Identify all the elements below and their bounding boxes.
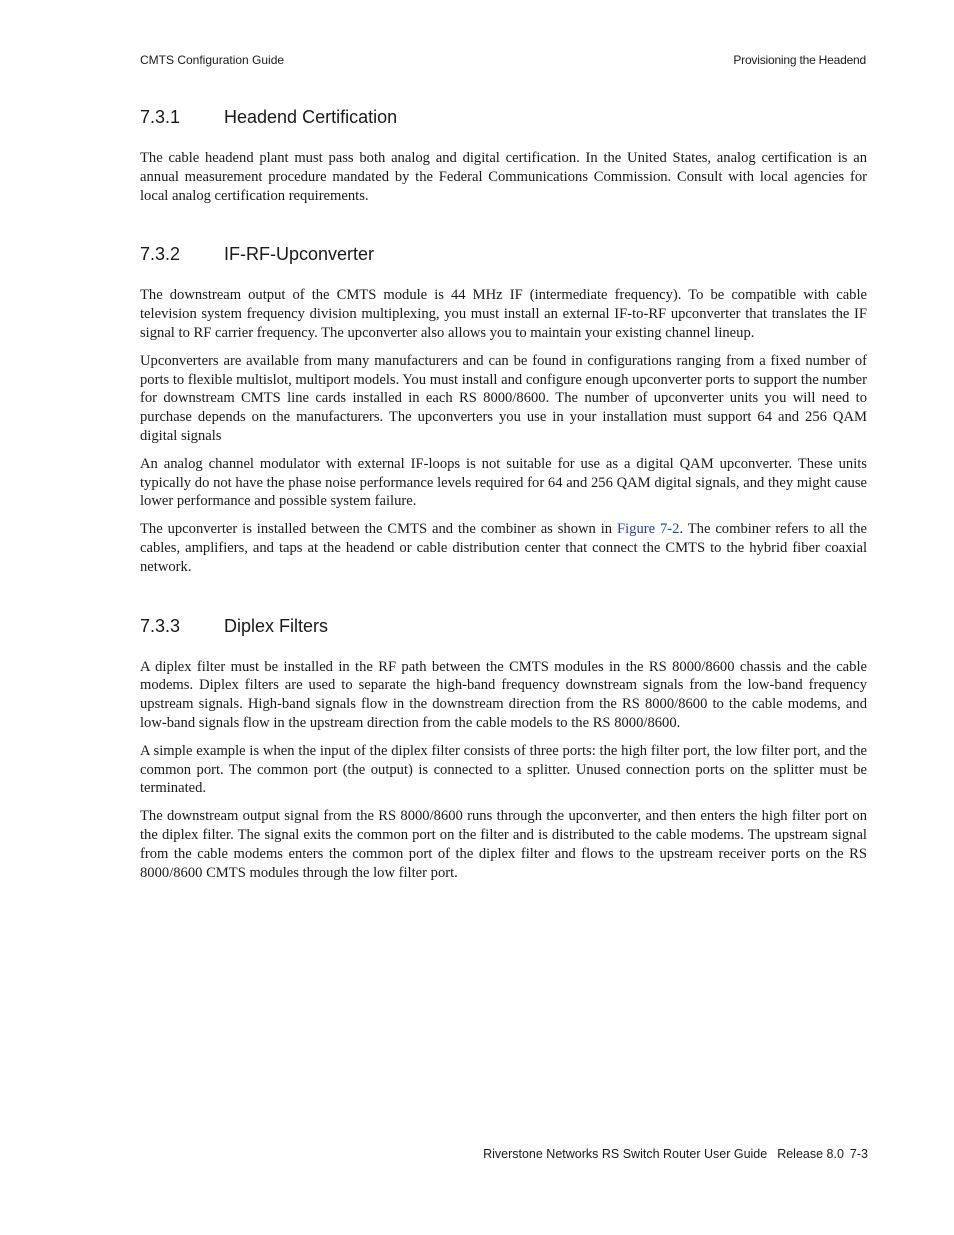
running-header <box>140 52 866 68</box>
page-number: 7-3 <box>849 1147 868 1161</box>
footer-book-title: Riverstone Networks RS Switch Router User Guide <box>483 1147 768 1161</box>
paragraph: An analog channel modulator with external IF-loops is not suitable for use as a digital QAM upconverter. These units typically do not have the phase noise performance levels required for 64 and 256 QAM digital signals, and they might cause lower performance and possible system failure. <box>140 455 867 510</box>
section-headend-certification <box>140 104 867 205</box>
header-chapter-title: Provisioning the Headend <box>733 53 866 67</box>
section-heading <box>140 613 867 639</box>
section-diplex-filters <box>140 613 867 883</box>
paragraph-text: The upconverter is installed between the CMTS and the combiner as shown in <box>140 521 617 538</box>
section-title: Diplex Filters <box>224 615 329 636</box>
section-heading <box>140 104 867 130</box>
header-guide-title: CMTS Configuration Guide <box>140 53 285 67</box>
footer-release: Release 8.0 <box>777 1147 844 1161</box>
paragraph: The cable headend plant must pass both analog and digital certification. In the United States, analog certification is an annual measurement procedure mandated by the Federal Communications Commission. Consult with local agencies for local analog certification requirements. <box>140 150 867 204</box>
paragraph: The downstream output signal from the RS 8000/8600 runs through the upconverter, and then enters the high filter port on the diplex filter. The signal exits the common port on the filter and is distributed to the cable modems. The upstream signal from the cable modems enters the common port of the diplex filter and flows to the upstream receiver ports on the RS 8000/8600 CMTS modules through the low filter port. <box>140 808 867 881</box>
paragraph: A simple example is when the input of the diplex filter consists of three ports: the high filter port, the low filter port, and the common port. The common port (the output) is connected to a splitter. Unused connection ports on the splitter must be terminated. <box>140 742 867 797</box>
paragraph: The downstream output of the CMTS module is 44 MHz IF (intermediate frequency). To be compatible with cable television system frequency division multiplexing, you must install an external IF-to-RF upconverter that translates the IF signal to RF carrier frequency. The upconverter also allows you to maintain your existing channel lineup. <box>140 287 867 341</box>
section-if-rf-upconverter <box>140 241 867 576</box>
paragraph-text: . The combiner refers to all the cables, amplifiers, and taps at the headend or cable distribution center that connect the CMTS to the hybrid fiber coaxial network. <box>140 521 867 575</box>
section-number: 7.3.3 <box>140 615 181 636</box>
running-footer <box>483 1145 868 1163</box>
paragraph: A diplex filter must be installed in the RF path between the CMTS modules in the RS 8000/8600 chassis and the cable modems. Diplex filters are used to separate the high-band frequency downstream signals from the low-band frequency upstream signals. High-band signals flow in the downstream direction from the RS 8000/8600 to the cable modems, and low-band signals flow in the upstream direction from the cable models to the RS 8000/8600. <box>140 658 867 731</box>
paragraph-with-figure-link <box>140 520 867 576</box>
section-number: 7.3.1 <box>140 107 181 127</box>
section-title: Headend Certification <box>224 107 398 127</box>
section-number: 7.3.2 <box>140 244 181 265</box>
section-heading <box>140 241 867 267</box>
section-title: IF-RF-Upconverter <box>224 244 375 265</box>
figure-7-2-link[interactable]: Figure 7-2 <box>617 521 680 538</box>
paragraph: Upconverters are available from many manufacturers and can be found in configurations ranging from a fixed number of ports to flexible multislot, multiport models. You must install and configure enough upconverter ports to support the number for downstream CMTS line cards installed in each RS 8000/8600. The number of upconverter units you will need to purchase depends on the manufacturers. The upconverters you use in your installation must support 64 and 256 QAM digital signals <box>140 352 867 444</box>
page-content <box>140 104 867 882</box>
